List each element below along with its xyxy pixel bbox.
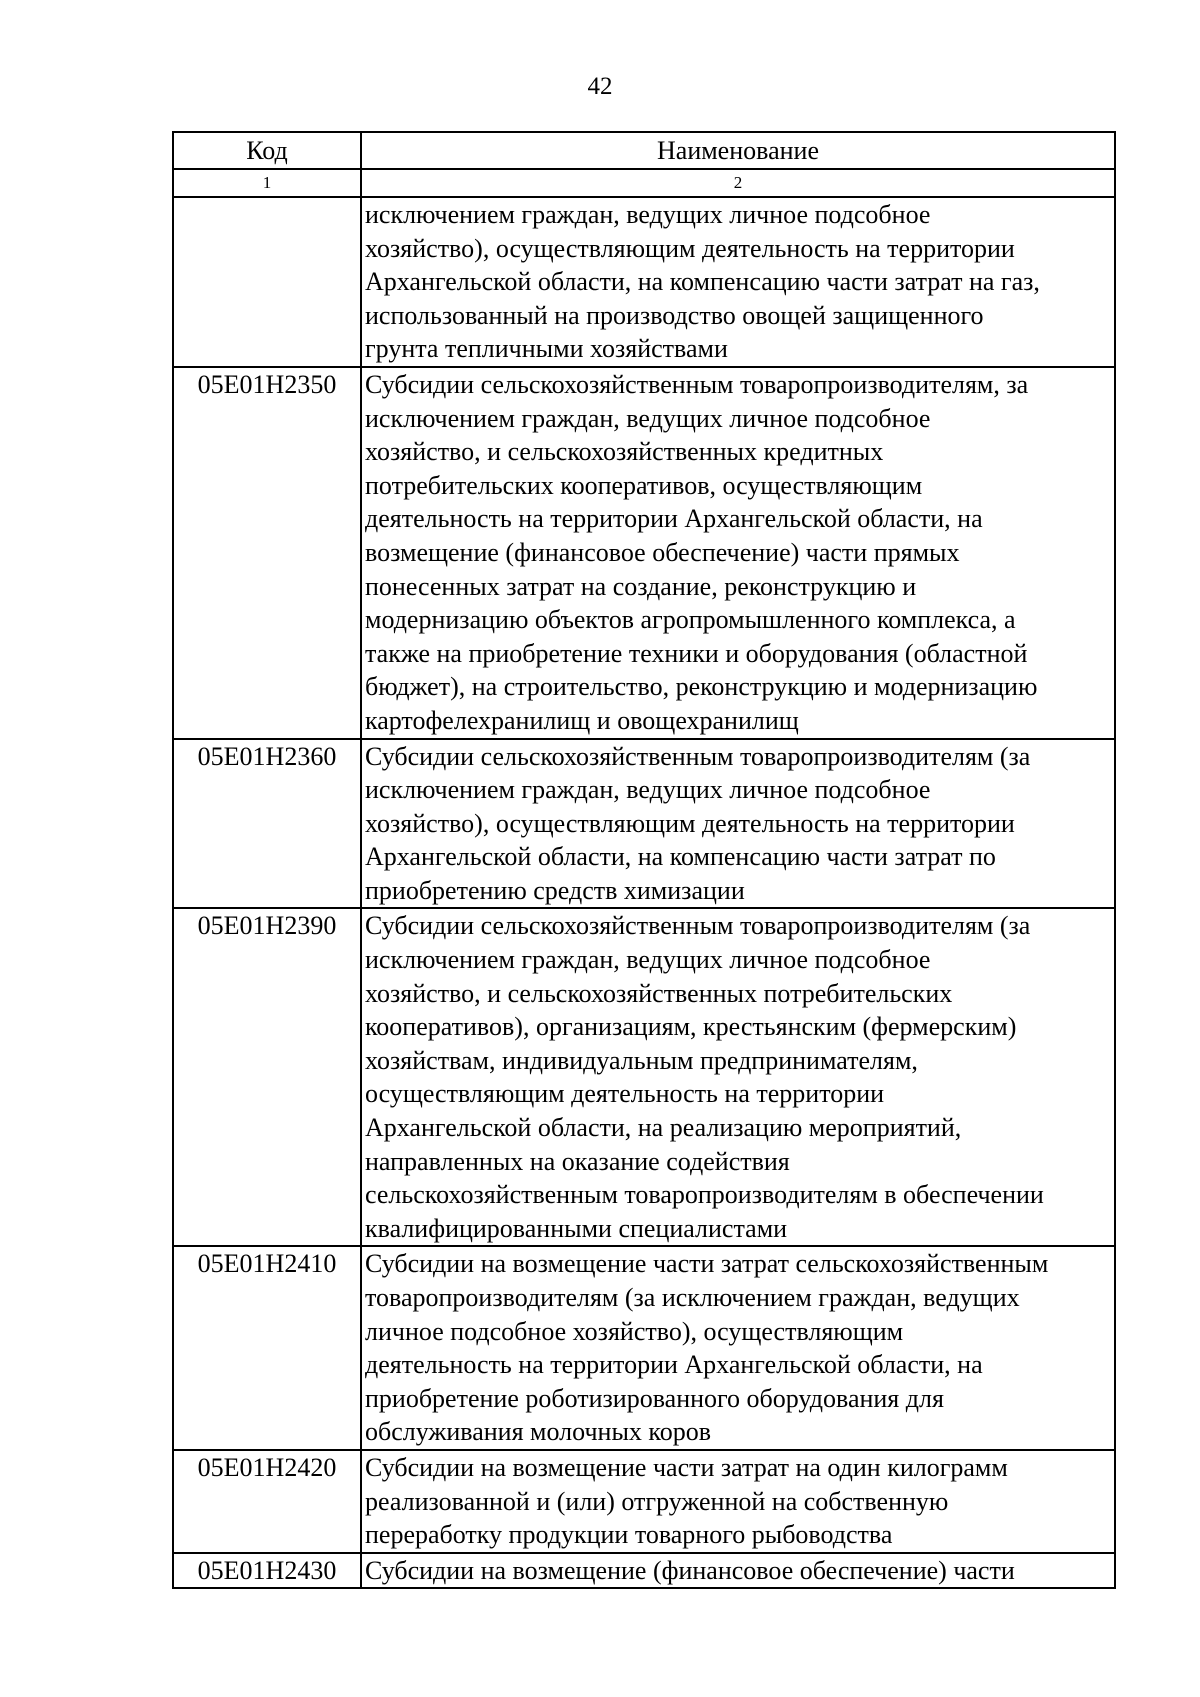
row-code: 05Е01Н2360 <box>173 739 361 909</box>
row-name <box>361 1450 1115 1553</box>
row-name <box>361 367 1115 739</box>
table-row <box>173 367 1115 739</box>
row-name-line: обслуживания молочных коров <box>365 1417 711 1447</box>
row-name-line: модернизацию объектов агропромышленного комплекса, а <box>365 605 1016 635</box>
row-name-line: Архангельской области, на компенсацию части затрат на газ, <box>365 267 1040 297</box>
row-code: 05Е01Н2420 <box>173 1450 361 1553</box>
row-name-line: хозяйство, и сельскохозяйственных кредитных <box>365 437 884 467</box>
column-number-2: 2 <box>361 169 1115 197</box>
page-number: 42 <box>587 73 613 100</box>
row-name-line: грунта тепличными хозяйствами <box>365 334 728 364</box>
row-name-line: приобретение роботизированного оборудования для <box>365 1383 944 1413</box>
row-name-line: возмещение (финансовое обеспечение) части прямых <box>365 537 960 567</box>
row-name-line: реализованной и (или) отгруженной на собственную <box>365 1486 949 1516</box>
row-name-line: осуществляющим деятельность на территории <box>365 1079 885 1109</box>
row-name-line: хозяйствам, индивидуальным предпринимателям, <box>365 1045 918 1075</box>
row-name-line: исключением граждан, ведущих личное подсобное <box>365 945 931 975</box>
row-name-line: приобретению средств химизации <box>365 875 745 905</box>
header-name: Наименование <box>361 132 1115 169</box>
row-name-line: деятельность на территории Архангельской области, на <box>365 504 983 534</box>
table-header <box>173 132 1115 197</box>
row-name-line: Субсидии на возмещение части затрат на один килограмм <box>365 1452 1008 1482</box>
header-code: Код <box>173 132 361 169</box>
row-name-line: понесенных затрат на создание, реконструкцию и <box>365 571 917 601</box>
row-name-line: Субсидии на возмещение (финансовое обеспечение) части <box>365 1555 1015 1585</box>
row-name-line: Субсидии на возмещение части затрат сельскохозяйственным <box>365 1249 1049 1279</box>
row-name-line: переработку продукции товарного рыбоводства <box>365 1520 893 1550</box>
row-name-line: бюджет), на строительство, реконструкцию и модернизацию <box>365 672 1038 702</box>
table-body <box>173 197 1115 1588</box>
row-code: 05Е01Н2350 <box>173 367 361 739</box>
table-row <box>173 739 1115 909</box>
row-name <box>361 1246 1115 1450</box>
column-number-row <box>173 169 1115 197</box>
row-name <box>361 908 1115 1246</box>
row-name-line: кооперативов), организациям, крестьянским (фермерским) <box>365 1012 1017 1042</box>
row-name <box>361 739 1115 909</box>
row-name-line: потребительских кооперативов, осуществляющим <box>365 470 923 500</box>
row-name-line: Архангельской области, на компенсацию части затрат по <box>365 842 996 872</box>
table-row <box>173 1450 1115 1553</box>
row-name-line: товаропроизводителям (за исключением граждан, ведущих <box>365 1283 1020 1312</box>
row-name-line: Архангельской области, на реализацию мероприятий, <box>365 1113 962 1143</box>
row-name <box>361 1553 1115 1589</box>
table-row <box>173 1246 1115 1450</box>
header-row <box>173 132 1115 169</box>
row-name-line: также на приобретение техники и оборудования (областной <box>365 638 1028 668</box>
row-name-line: хозяйство), осуществляющим деятельность на территории <box>365 808 1015 838</box>
budget-codes-table <box>172 131 1116 1589</box>
column-number-1: 1 <box>173 169 361 197</box>
row-name-line: исключением граждан, ведущих личное подсобное <box>365 775 931 805</box>
row-name-line: направленных на оказание содействия <box>365 1146 790 1176</box>
row-name-line: Субсидии сельскохозяйственным товаропроизводителям (за <box>365 911 1031 941</box>
row-name-line: исключением граждан, ведущих личное подсобное <box>365 403 931 433</box>
row-name-line: хозяйство, и сельскохозяйственных потребительских <box>365 978 953 1008</box>
row-name-line: личное подсобное хозяйство), осуществляющим <box>365 1316 904 1346</box>
table-row <box>173 908 1115 1246</box>
row-name-line: Субсидии сельскохозяйственным товаропроизводителям, за <box>365 369 1029 399</box>
row-code <box>173 197 361 367</box>
table-row <box>173 197 1115 367</box>
row-name <box>361 197 1115 367</box>
row-name-line: деятельность на территории Архангельской области, на <box>365 1350 983 1380</box>
row-name-line: сельскохозяйственным товаропроизводителям в обеспечении <box>365 1180 1044 1210</box>
row-name-line: картофелехранилищ и овощехранилищ <box>365 705 799 735</box>
row-name-line: Субсидии сельскохозяйственным товаропроизводителям (за <box>365 741 1031 771</box>
row-code: 05Е01Н2410 <box>173 1246 361 1450</box>
row-name-line: использованный на производство овощей защищенного <box>365 300 984 330</box>
row-name-line: хозяйство), осуществляющим деятельность на территории <box>365 233 1015 263</box>
row-code: 05Е01Н2430 <box>173 1553 361 1589</box>
row-code: 05Е01Н2390 <box>173 908 361 1246</box>
table-row <box>173 1553 1115 1589</box>
row-name-line: квалифицированными специалистами <box>365 1213 788 1243</box>
row-name-line: исключением граждан, ведущих личное подсобное <box>365 200 931 229</box>
